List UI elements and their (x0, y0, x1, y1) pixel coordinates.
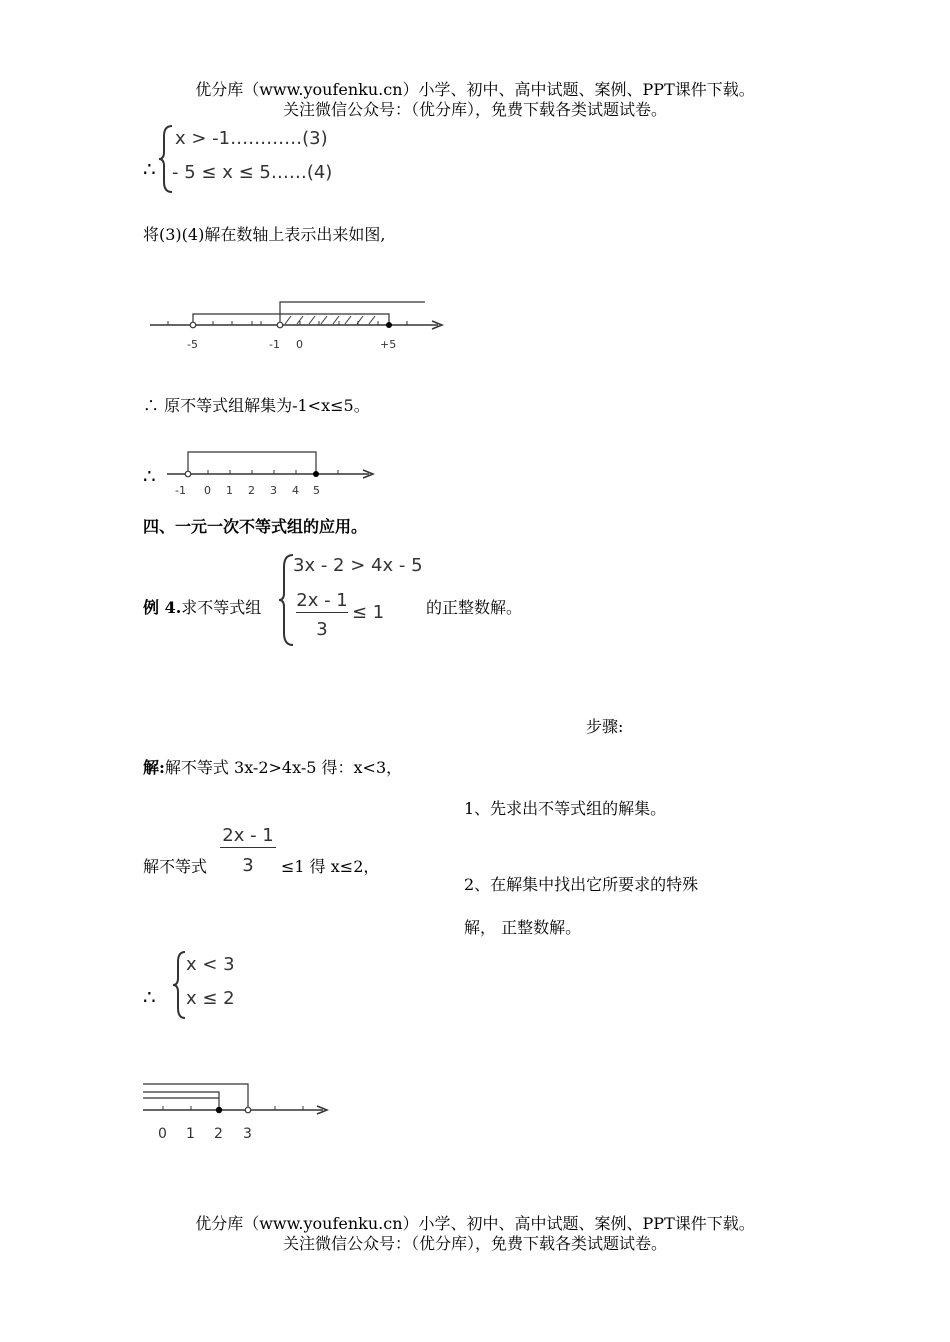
step-1: 1、先求出不等式组的解集。 (464, 799, 667, 818)
example-label: 例 4. (143, 598, 182, 617)
point-neg1 (185, 471, 191, 477)
header-line-2: 关注微信公众号：（优分库），免费下载各类试题试卷。 (282, 100, 667, 119)
footer-line-2: 关注微信公众号：（优分库），免费下载各类试题试卷。 (282, 1234, 667, 1253)
numberline-2 (163, 446, 378, 498)
example-eq-1: 3x - 2 > 4x - 5 (293, 555, 423, 576)
label-neg1: -1 (175, 484, 186, 497)
label-0: 0 (158, 1126, 167, 1142)
therefore-symbol: ∴ (143, 157, 156, 181)
numberline-1 (145, 296, 450, 354)
steps-title: 步骤: (586, 717, 624, 736)
step-2-line-1: 2、在解集中找出它所要求的特殊 (464, 875, 699, 894)
label-neg1: -1 (269, 338, 280, 351)
example-rel: ≤ 1 (352, 602, 385, 623)
label-0: 0 (296, 338, 303, 351)
point-5 (313, 471, 319, 477)
hatch-marks (285, 316, 375, 324)
therefore-symbol: ∴ (143, 985, 156, 1009)
solution-frac-num: 2x - 1 (220, 825, 276, 848)
step-2-line-2: 解， 正整数解。 (464, 918, 582, 937)
example-4 (143, 597, 261, 619)
label-3: 3 (243, 1126, 252, 1142)
conclusion-text: ∴ 原不等式组解集为-1<x≤5。 (143, 396, 370, 415)
label-4: 4 (292, 484, 299, 497)
numberline-3 (143, 1078, 333, 1144)
header-line-1: 优分库（www.youfenku.cn）小学、初中、高中试题、案例、PPT课件下载。 (195, 80, 755, 99)
system2-line-1: x < 3 (186, 954, 235, 975)
example-suffix: 的正整数解。 (426, 598, 523, 617)
system1-line-1: x > -1…………(3) (175, 128, 328, 149)
example-frac-num: 2x - 1 (296, 590, 348, 611)
system2-line-2: x ≤ 2 (186, 988, 235, 1009)
point-3 (245, 1107, 251, 1113)
range-bracket-low (193, 314, 280, 325)
solution-line-2-suffix: ≤1 得 x≤2， (281, 857, 380, 876)
label-3: 3 (270, 484, 277, 497)
point-2 (216, 1107, 222, 1113)
solution-text-1: 解不等式 3x-2>4x-5 得：x<3， (164, 758, 403, 777)
solution-line-2-prefix: 解不等式 (143, 857, 208, 876)
range-bracket-2 (143, 1092, 219, 1110)
example-frac-den: 3 (316, 619, 328, 640)
point-neg5 (190, 322, 196, 328)
label-1: 1 (186, 1126, 195, 1142)
label-2: 2 (248, 484, 255, 497)
solution-frac-den: 3 (242, 855, 254, 876)
solution-label: 解: (143, 758, 165, 777)
footer-line-1: 优分库（www.youfenku.cn）小学、初中、高中试题、案例、PPT课件下载。 (195, 1214, 755, 1233)
example-prefix: 求不等式组 (181, 598, 262, 617)
label-2: 2 (214, 1126, 223, 1142)
section-title: 四、一元一次不等式组的应用。 (143, 517, 368, 536)
range-bracket-3 (143, 1084, 248, 1110)
label-0: 0 (204, 484, 211, 497)
label-pos5: +5 (380, 338, 397, 351)
label-1: 1 (226, 484, 233, 497)
therefore-symbol: ∴ (143, 464, 156, 488)
system1-line-2: - 5 ≤ x ≤ 5……(4) (172, 162, 333, 183)
label-5: 5 (313, 484, 320, 497)
solution-line-1 (143, 757, 402, 779)
label-neg5: -5 (187, 338, 198, 351)
point-pos5 (386, 322, 392, 328)
numberline-intro: 将(3)(4)解在数轴上表示出来如图, (143, 225, 386, 244)
point-neg1 (277, 322, 283, 328)
